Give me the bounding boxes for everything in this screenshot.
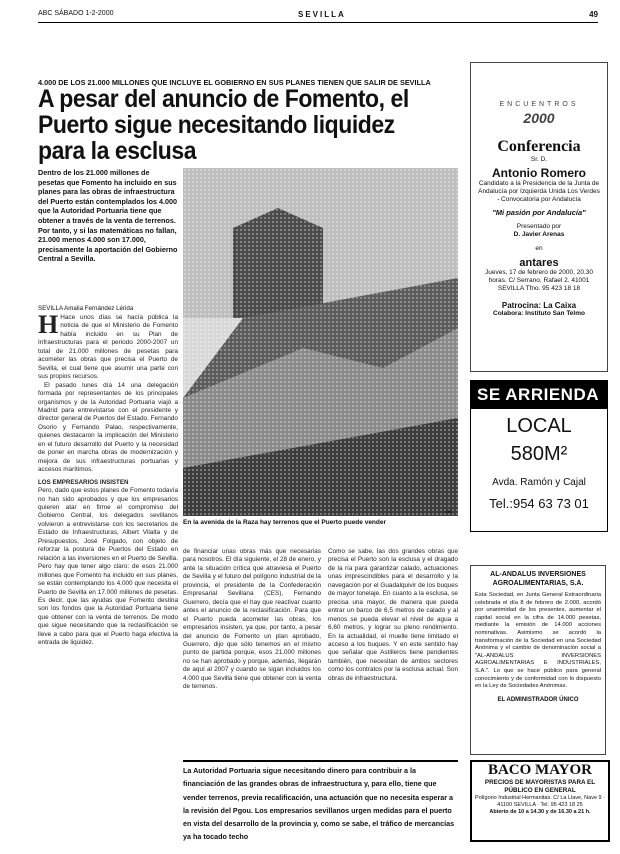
baco-hours: Abierto de 10 a 14.30 y de 16.30 a 21 h. (489, 809, 591, 815)
baco-address: Polígono Industrial Hermanitas. C/ La Llave, Nave 9 · 41100 SEVILLA · Tel. 95 423 18 25 (475, 795, 605, 808)
column-1-body: El pasado lunes día 14 una delegación formada por representantes de los principales organismos y de la Autoridad Portuaria viajó a Madrid para entrevistarse con el presidente y director general de Puertos del Estado. Fernando Osorio y Fernando Palao, respectivamente, quienes destacaron la implicación del Ministerio en el futuro desarrollo del Puerto y la necesidad de poner en marcha obras de modernización y mejora de sus infraestructuras portuarias y accesos marítimos. (38, 381, 178, 474)
section-name: SEVILLA (298, 10, 346, 19)
presenter-name: D. Javier Arenas (513, 231, 565, 238)
drop-cap: H (38, 310, 59, 339)
article-byline: SEVILLA Amalia Fernández Lérida (38, 305, 134, 312)
collaborator: Colabora: Instituto San Telmo (493, 310, 585, 317)
issue-date: ABC SÁBADO 1-2-2000 (38, 10, 114, 17)
page-number: 49 (589, 10, 598, 19)
sponsor: Patrocina: La Caixa (501, 301, 577, 310)
pull-quote: La Autoridad Portuaria sigue necesitando dinero para contribuir a la financiación de las grandes obras de infraestructura y, para ello, tiene que vender terrenos, previa recalificación, una actuación que no necesita esperar a la revisión del Pgou. Los empresarios sevillanos urgen medidas para el puerto en vista del desarrollo de la provincia y, como se sabe, el tráfico de mercancías ya ha tocado techo (183, 760, 458, 844)
article-headline: A pesar del anuncio de Fomento, el Puerto sigue necesitando liquidez para la esclusa (38, 85, 409, 165)
rental-address: Avda. Ramón y Cajal (492, 477, 586, 488)
conference-title: Conferencia (497, 138, 581, 155)
baco-title: BACO MAYOR (487, 762, 593, 778)
page-header (38, 10, 598, 23)
article-photo (183, 168, 458, 516)
event-details: Jueves, 17 de febrero de 2000, 20.30 horas. C/ Serrano, Rafael 2. 41001 SEVILLA Tfno. 95 423 18 18 (484, 269, 594, 292)
photo-caption: En la avenida de la Raza hay terrenos que el Puerto puede vender (183, 519, 387, 526)
encuentros-logo: ENCUENTROS (499, 101, 579, 108)
conference-quote: "Mi pasión por Andalucía" (492, 208, 586, 217)
column-1-continued: Pero, dado que estos planes de Fomento todavía no han sido aprobados y que los empresarios quieren atar en firme el compromiso del Gobierno Central, los delegados sevillanos volvieron a entrevistarse con los secretarios de Estado de Infraestructuras, Albert Vilalta y de Presupuestos, José Folgado, con objeto de reforzar la postura de Puertos del Estado en relación a las inversiones en el Puerto de Sevilla. Pero hay que tener algo claro: de esos 21.000 millones que Fomento ha incluido en sus planes, se están contemplando los 4.000 que necesita el Puerto de Sevilla en 17.000 millones de pesetas. Es decir, que las ayudas que Fomento destina son los fondos que la Autoridad Portuaria tiene que obtener con la venta de terrenos. De modo que sigue necesitando que la reclasificación se lleve a cabo para que el Puerto haga efectiva la entrada de liquidez. (38, 487, 178, 647)
article-kicker: 4.000 DE LOS 21.000 MILLONES QUE INCLUYE EL GOBIERNO EN SUS PLANES TIENEN QUE SALIR DE SEVILLA (38, 78, 431, 87)
speaker-description: Candidato a la Presidencia de la Junta de Andalucía por Izquierda Unida Los Verdes - Convocatoria por Andalucía (478, 180, 600, 203)
company-signature: EL ADMINISTRADOR ÚNICO (497, 696, 579, 703)
column-1-intro: Hace unos días se hacía pública la noticia de que el Ministerio de Fomento había incluido en su Plan de Infraestructuras para el periodo 2000-2007 un total de 21.000 millones de pesetas para acometer las obras que precisa el Puerto de Sevilla, el cual tiene que asumir una parte con sus propios recursos. (38, 314, 178, 381)
venue-name: antares (519, 257, 559, 269)
rental-size: 580M² (510, 443, 568, 465)
rental-type: LOCAL (506, 415, 572, 437)
column-3: Como se sabe, las dos grandes obras que precisa el Puerto son la esclusa y el dragado de la ría para garantizar calado, actuaciones unas imprescindibles para el desarrollo y la navegación por el Guadalquivir de los buques de mayor tonelaje. En cuanto a la esclusa, se precisa una mayor, de manera que pueda entrar un barco de 6,5 metros de calado y al menos se pueda elevar el nivel de agua a 6,60 metros, y lograr su pleno rendimiento. En la actualidad, el muelle tiene limitado el acceso a los buques. Y en este sentido hay que señalar que Astilleros tiene pendientes también, que necesitan de ambos sectores como los contratos por la esclusa actual. Son obras de infraestructura. (328, 548, 458, 682)
column-2: de financiar unas obras más que necesarias para nosotros. El día siguiente, el 28 de enero, y ante la situación crítica que atraviesa el Puerto de Sevilla y el futuro del polígono industrial de la provincia, el presidente de la Confederación Empresarial Sevillana (CES), Fernando Guerrero, decía que el hay que reactivar cuanto antes el anuncio de la reclasificación. Para que el Puerto pueda acometer las obras, los empresarios insisten, ya que, por tanto, a pesar del anuncio de Fomento un plan aprobado, Guerrero, dijo que sólo tenemos en el mismo punto de partida porque, esos 21.000 millones no se han aprobado y porque, además, llegarán de aquí al 2007 y cuando se sigan incluidos los 4.000 que Sevilla tiene que obtener con la venta de terrenos. (183, 548, 321, 691)
company-notice-ad (470, 565, 606, 755)
photo-credit: ABC (445, 509, 454, 514)
venue-label: en (535, 245, 543, 252)
baco-ad (470, 760, 610, 842)
rental-phone: Tel.:954 63 73 01 (489, 496, 589, 511)
conference-ad (470, 62, 608, 372)
encuentros-year: 2000 (523, 110, 555, 126)
rental-band: SE ARRIENDA (471, 381, 607, 409)
article-lead: Dentro de los 21.000 millones de pesetas que Fomento ha incluido en sus planes para las obras de infraestructura del Puerto están contemplados los 4.000 que la Autoridad Portuaria tiene que obtener a través de la venta de terrenos. Por tanto, y si las matemáticas no fallan, 21.000 menos 4.000 son 17.000, precisamente la aportación del Gobierno Central a Sevilla. (38, 168, 178, 264)
column-1 (38, 310, 178, 648)
presenter-label: Presentado por (516, 223, 562, 230)
port-photo-image (183, 168, 458, 516)
company-name: AL-ANDALUS INVERSIONES AGROALIMENTARIAS, S.A. (490, 571, 586, 587)
subheading: LOS EMPRESARIOS INSISTEN (38, 478, 129, 486)
speaker-name: Antonio Romero (492, 166, 586, 180)
rental-ad (470, 380, 608, 532)
speaker-title: Sr. D. (530, 156, 548, 163)
baco-subtitle: PRECIOS DE MAYORISTAS PARA EL PÚBLICO EN GENERAL (484, 779, 596, 794)
company-notice-body: Esta Sociedad, en Junta General Extraordinaria celebrada el día 8 de febrero de 2.000, acordó por unanimidad de los presentes, aumentar el capital social en la cifra de 14.000 pesetas, mediante la emisión de 14.000 acciones nominativas. Asimismo se acordó la transformación de la Sociedad en una Sociedad Anónima y el cambio de denominación social a "AL-ANDALUS INVERSIONES AGROALIMENTARIAS E INDUSTRIALES, S.A.". Lo que se hace público para general conocimiento y de conformidad con lo dispuesto en la Ley de Sociedades Anónimas. (475, 592, 601, 690)
